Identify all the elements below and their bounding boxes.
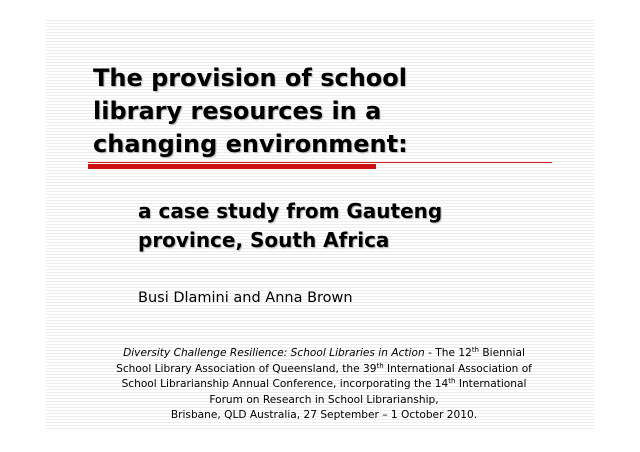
title-underline-thin bbox=[88, 162, 552, 163]
title-line-2: library resources in a bbox=[93, 97, 382, 125]
title-line-1: The provision of school bbox=[93, 64, 407, 92]
citation-line-3 bbox=[102, 377, 546, 393]
citation-text: International bbox=[455, 378, 527, 391]
citation-line-1 bbox=[102, 346, 546, 362]
authors: Busi Dlamini and Anna Brown bbox=[138, 290, 353, 306]
title-line-3: changing environment: bbox=[93, 130, 408, 158]
citation-text: - The 12 bbox=[424, 347, 472, 359]
citation-line-2 bbox=[102, 362, 546, 378]
ordinal-suffix: th bbox=[471, 346, 479, 354]
slide bbox=[46, 20, 594, 430]
citation-line-4: Forum on Research in School Librarianship, bbox=[209, 393, 439, 406]
subtitle-line-1: a case study from Gauteng bbox=[138, 199, 443, 223]
subtitle-line-2: province, South Africa bbox=[138, 228, 390, 252]
citation-line-5: Brisbane, QLD Australia, 27 September – 1 October 2010. bbox=[170, 409, 478, 422]
ordinal-suffix: th bbox=[448, 377, 456, 386]
event-title: Diversity Challenge Resilience: School Libraries in Action bbox=[123, 347, 425, 359]
slide-title bbox=[93, 62, 533, 161]
title-underline-thick bbox=[88, 164, 376, 169]
ordinal-suffix: th bbox=[376, 361, 384, 370]
citation-text: Biennial bbox=[479, 347, 525, 359]
conference-citation bbox=[102, 346, 546, 424]
citation-text: International Association of bbox=[383, 362, 532, 375]
slide-subtitle bbox=[138, 197, 558, 255]
citation-text: School Library Association of Queensland, the 39 bbox=[116, 362, 377, 375]
citation-text: School Librarianship Annual Conference, incorporating the 14 bbox=[121, 378, 449, 391]
